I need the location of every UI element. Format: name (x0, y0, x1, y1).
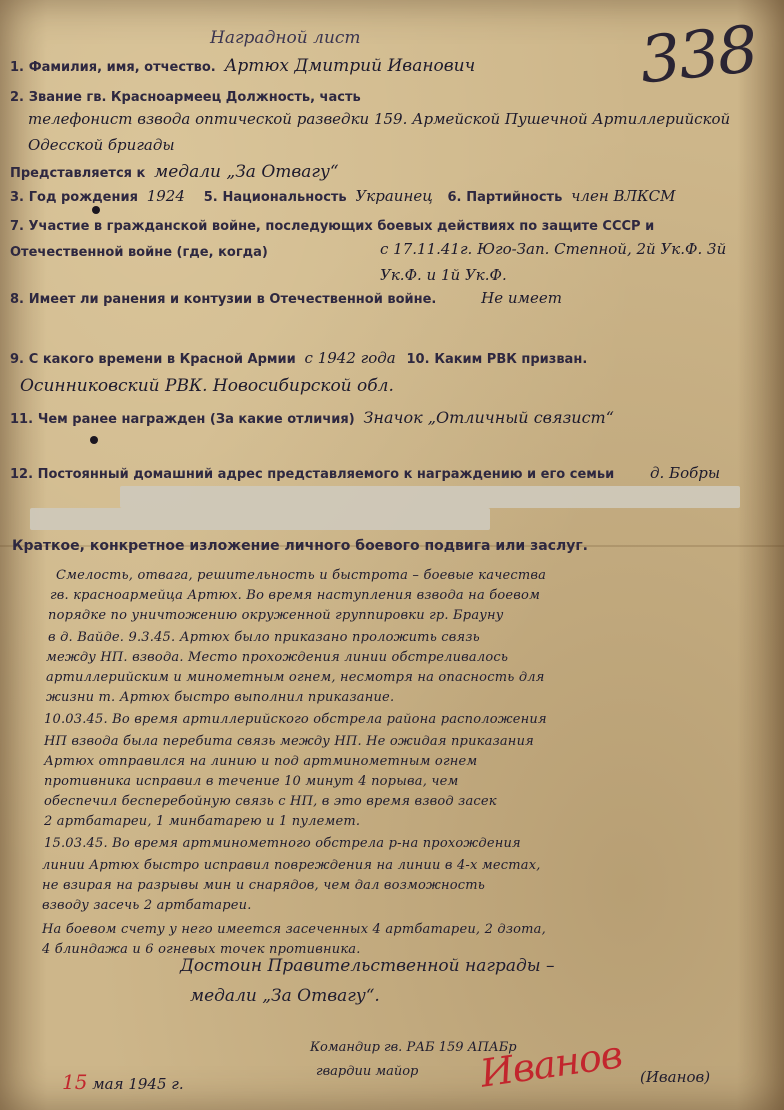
field-wounds (10, 288, 770, 310)
story-line: противника исправил в течение 10 минут 4 порыва, чем (44, 774, 459, 789)
story-line: не взирая на разрывы мин и снарядов, чем дал возможность (42, 878, 486, 893)
field-num: 7. (10, 219, 24, 234)
field-value: Не имеет (481, 289, 562, 307)
field-home-address-label (10, 464, 630, 486)
field-value-position: телефонист взвода оптической разведки 159. Армейской Пушечной Артиллерийской Одесской бригады (28, 110, 731, 154)
ink-spot (92, 206, 100, 214)
field-num: 8. (10, 292, 24, 307)
field-value: Значок „Отличный связист“ (363, 408, 614, 427)
field-label: Фамилия, имя, отчество. (28, 60, 216, 75)
field-label: Национальность (222, 190, 347, 205)
story-line: 4 блиндажа и 6 огневых точек противника. (42, 942, 361, 957)
field-army-since (10, 348, 770, 370)
recommendation-line: медали „За Отвагу“. (190, 986, 380, 1006)
section-heading: Краткое, конкретное изложение личного боевого подвига или заслуг. (12, 538, 589, 554)
field-value: Украинец (355, 187, 433, 205)
story-line: артиллерийским и минометным огнем, несмотря на опасность для (46, 670, 545, 685)
field-label: Звание гв. Красноармеец Должность, часть (28, 90, 361, 105)
form-title: Наградной лист (210, 28, 361, 48)
field-rank-position (10, 86, 770, 108)
field-label: Чем ранее награжден (За какие отличия) (37, 412, 355, 427)
story-line: порядке по уничтожению окруженной группировки гр. Брауну (48, 608, 504, 623)
field-value: Артюх Дмитрий Иванович (224, 56, 476, 76)
field-birth-nationality-party (10, 186, 770, 208)
field-label: Участие в гражданской войне, последующих боевых действиях по защите СССР и Отечественной войне (где, когда) (10, 219, 655, 260)
field-label: Год рождения (28, 190, 138, 205)
field-label: Представляется к (10, 166, 146, 181)
redaction-block (120, 486, 740, 508)
story-line: 2 артбатареи, 1 минбатарею и 1 пулемет. (44, 814, 361, 829)
field-num: 2. (10, 90, 24, 105)
story-line: в д. Вайде. 9.3.45. Артюх было приказано проложить связь (48, 630, 480, 645)
signer-unit: Командир гв. РАБ 159 АПАБр (310, 1040, 517, 1055)
story-line: линии Артюх быстро исправил повреждения на линии в 4-х местах, (42, 858, 541, 873)
story-line: 15.03.45. Во время артминометного обстрела р-на прохождения (44, 836, 521, 851)
document-date (62, 1070, 184, 1094)
story-line: обеспечил бесперебойную связь с НП, в это время взвод засек (44, 794, 497, 809)
story-line: На боевом счету у него имеется засеченных 4 артбатареи, 2 дзота, (42, 922, 546, 937)
field-full-name (10, 56, 770, 78)
field-war-participation-value: с 17.11.41г. Юго-Зап. Степной, 2й Ук.Ф. 3й Ук.Ф. и 1й Ук.Ф. (380, 240, 727, 284)
story-line: гв. красноармейца Артюх. Во время наступления взвода на боевом (50, 588, 541, 603)
story-line: жизни т. Артюх быстро выполнил приказание. (46, 690, 395, 705)
signer-rank: гвардии майор (316, 1064, 419, 1079)
field-value: медали „За Отвагу“ (154, 162, 339, 182)
field-num: 10. (406, 352, 430, 367)
field-label: Постоянный домашний адрес представляемого к награждению и его семьи (37, 467, 615, 482)
story-line: Артюх отправился на линию и под артминометным огнем (44, 754, 478, 769)
field-num: 1. (10, 60, 24, 75)
field-value: с 1942 года (304, 349, 396, 367)
field-label: С какого времени в Красной Армии (28, 352, 296, 367)
signature-mark: Иванов (477, 1032, 625, 1096)
field-presented-to (10, 162, 770, 184)
redaction-block (30, 508, 490, 530)
story-line: взводу засечь 2 артбатареи. (42, 898, 252, 913)
field-num: 5. (203, 190, 218, 205)
story-line: 10.03.45. Во время артиллерийского обстрела района расположения (44, 712, 547, 727)
ink-spot (90, 436, 98, 444)
field-num: 9. (10, 352, 24, 367)
field-num: 6. (447, 190, 462, 205)
date-month-year: мая 1945 г. (92, 1075, 184, 1093)
field-conscription-office: Осинниковский РВК. Новосибирской обл. (20, 376, 394, 396)
field-num: 3. (10, 190, 24, 205)
sheet-number: 338 (636, 12, 760, 99)
signature-name: (Иванов) (640, 1068, 711, 1086)
field-home-address-value: д. Бобры (650, 464, 721, 482)
field-value: член ВЛКСМ (571, 187, 676, 205)
recommendation-line: Достоин Правительственной награды – (180, 956, 555, 976)
field-label: Каким РВК призван. (434, 352, 588, 367)
field-num: 11. (10, 412, 34, 427)
field-value: 1924 (146, 187, 185, 205)
story-line: Смелость, отвага, решительность и быстрота – боевые качества (56, 568, 547, 583)
field-previous-awards (10, 408, 770, 430)
field-num: 12. (10, 467, 34, 482)
story-line: НП взвода была перебита связь между НП. Не ожидая приказания (44, 734, 534, 749)
field-label: Имеет ли ранения и контузии в Отечественной войне. (28, 292, 437, 307)
field-label: Партийность (466, 190, 563, 205)
date-day: 15 (62, 1070, 88, 1094)
story-line: между НП. взвода. Место прохождения линии обстреливалось (46, 650, 509, 665)
